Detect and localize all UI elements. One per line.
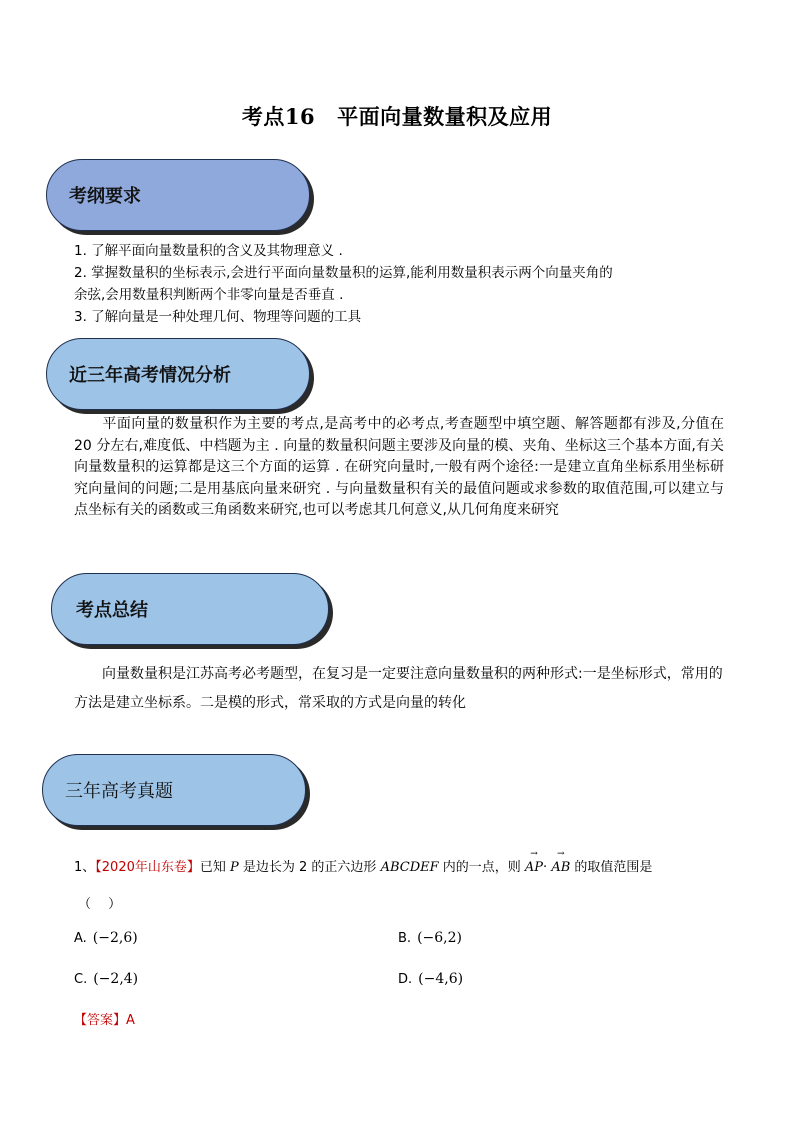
requirement-item: 2. 掌握数量积的坐标表示,会进行平面向量数量积的运算,能利用数量积表示两个向量夹角的 <box>74 265 613 281</box>
section-header-summary <box>51 573 329 645</box>
question-stem <box>74 856 652 875</box>
section-header-requirements <box>46 159 310 231</box>
section-label: 近三年高考情况分析 <box>69 365 231 386</box>
requirement-item: 余弦,会用数量积判断两个非零向量是否垂直 . <box>74 287 344 303</box>
option-label: C. <box>74 972 88 987</box>
option-value: (−6,2) <box>417 930 462 946</box>
summary-text: 向量数量积是江苏高考必考题型，在复习是一定要注意向量数量积的两种形式:一是坐标形式，常用的方法是建立坐标系。二是模的形式，常采取的方式是向量的转化 <box>74 666 723 711</box>
answer-blank: （ ） <box>78 897 122 912</box>
analysis-text: 平面向量的数量积作为主要的考点,是高考中的必考点,考查题型中填空题、解答题都有涉及,分值在 20 分左右,难度低、中档题为主 . 向量的数量积问题主要涉及向量的模、夹角、坐标这三个基本方面,有关向量数量积的运算都是这三个方面的运算 . 在研究向量时,一般有两个途径:一是建立直角坐标系用坐标研究向量间的问题;二是用基底向量来研究 . 与向量数量积有关的最值问题或求参数的取值范围,可以建立与点坐标有关的函数或三角函数来研究,也可以考虑其几何意义,从几何角度来研究 <box>74 416 724 518</box>
option-a <box>74 930 138 946</box>
option-b <box>398 930 462 946</box>
option-label: A. <box>74 931 87 946</box>
answer: 【答案】A <box>74 1013 135 1028</box>
section-label: 考点总结 <box>76 600 148 621</box>
section-header-analysis <box>46 338 310 410</box>
requirement-item: 3. 了解向量是一种处理几何、物理等问题的工具 <box>74 309 362 325</box>
title-text: 平面向量数量积及应用 <box>337 104 553 129</box>
option-c <box>74 971 138 987</box>
option-value: (−2,6) <box>92 930 138 946</box>
option-label: D. <box>398 972 413 987</box>
section-label: 考纲要求 <box>69 186 141 207</box>
question-text: 的取值范围是 <box>570 860 653 875</box>
option-value: (−2,4) <box>93 971 139 987</box>
vector-ap: → AP <box>525 860 543 875</box>
option-d <box>398 971 463 987</box>
requirement-item: 1. 了解平面向量数量积的含义及其物理意义 . <box>74 243 343 259</box>
question-number: 1、 <box>74 860 96 875</box>
question-text: 已知 <box>199 860 231 875</box>
question-text: 内的一点，则 <box>438 860 525 875</box>
question-source: 【2020年山东卷】 <box>95 860 200 875</box>
section-header-exam-questions <box>42 754 306 826</box>
option-label: B. <box>398 931 412 946</box>
hexagon-name: ABCDEF <box>380 860 439 875</box>
requirements-list <box>74 240 724 328</box>
section-label: 三年高考真题 <box>65 781 173 802</box>
page-title <box>0 101 794 131</box>
analysis-paragraph <box>74 414 724 522</box>
title-number: 考点16 <box>241 104 316 129</box>
option-value: (−4,6) <box>418 971 464 987</box>
vector-ab: → AB <box>551 860 570 875</box>
point-p: P <box>230 860 239 875</box>
question-text: 是边长为 2 的正六边形 <box>238 860 381 875</box>
summary-paragraph <box>74 660 724 718</box>
dot-operator: · <box>543 860 548 875</box>
